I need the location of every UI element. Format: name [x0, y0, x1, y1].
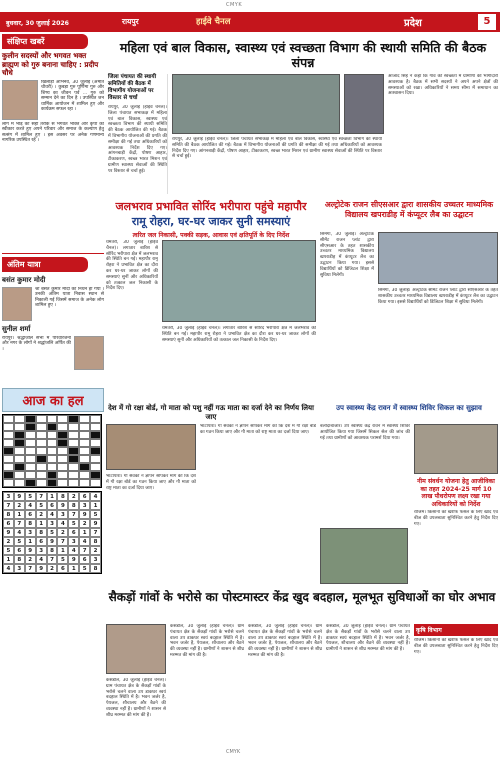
brief-news-body-continued: लोग में भीड़ को सही तरीके से भगवत भक्ति और कृपा को स्वीकार करते हुए अपने परिवार और समाज के कल्याण हेतु सत्संग में शामिल हुए । इस अवसर पर अनेक गणमान्य नागरिक उपस्थित रहे ।: [2, 121, 104, 144]
crossword-cell: [90, 479, 101, 487]
crossword-cell: [90, 455, 101, 463]
column-divider: [2, 253, 104, 254]
crossword-cell: [14, 471, 25, 479]
crossword-cell: [3, 439, 14, 447]
crossword-cell: [79, 431, 90, 439]
crossword-cell: [3, 471, 14, 479]
crossword-cell: [3, 431, 14, 439]
person-photo: [2, 80, 38, 120]
sudoku-cell: 2: [14, 501, 25, 510]
crossword-cell: [90, 415, 101, 423]
sudoku-cell: 4: [36, 555, 47, 564]
obituary-photo-second: [74, 336, 104, 370]
crossword-cell: [79, 415, 90, 423]
computer-lab-photo: [378, 232, 498, 284]
crossword-cell: [57, 471, 68, 479]
sudoku-cell: 8: [90, 537, 101, 546]
sudoku-cell: 3: [68, 537, 79, 546]
sudoku-cell: 7: [14, 519, 25, 528]
cmyk-mark: CMYK: [226, 2, 243, 8]
sudoku-cell: 3: [47, 519, 58, 528]
brief-news-title: कुलीन सदस्यों और भगवत भक्त ब्राह्मण को गुरु बनाना चाहिए : प्रदीप चौधे: [2, 51, 99, 77]
sudoku-cell: 5: [90, 510, 101, 519]
sudoku-cell: 8: [57, 492, 68, 501]
crossword-cell: [90, 423, 101, 431]
crossword-cell: [57, 431, 68, 439]
crossword-grid: [2, 414, 102, 488]
crossword-cell: [36, 431, 47, 439]
crossword-cell: [68, 463, 79, 471]
crossword-cell: [25, 471, 36, 479]
crossword-cell: [47, 479, 58, 487]
crossword-cell: [36, 439, 47, 447]
sudoku-cell: 3: [79, 501, 90, 510]
meeting-photo: [172, 74, 340, 134]
cow-board-headline: देश में गो रक्षा बोर्ड, गो माता को पशु नहीं गऊ माता का दर्जा देने का निर्णय लिया जाए: [108, 404, 314, 421]
health-camp-body: बलौदाबाजार। उप स्वास्थ्य केंद्र रावन में स्वास्थ्य शिविर आयोजित किया गया जिसमें सिकल सेल की जांच की गई तथा ग्रामीणों को आवश्यक परामर्श दिया गया।: [320, 424, 410, 441]
sudoku-cell: 3: [25, 528, 36, 537]
masthead: [0, 12, 500, 32]
sudoku-cell: 7: [57, 537, 68, 546]
health-camp-photo: [414, 424, 498, 474]
sudoku-cell: 6: [14, 546, 25, 555]
sudoku-cell: 8: [14, 555, 25, 564]
crossword-cell: [79, 455, 90, 463]
sudoku-cell: 6: [36, 537, 47, 546]
sudoku-cell: 6: [79, 492, 90, 501]
cow-board-body-continued: भाटापारा। गौ सेवकों ने ज्ञापन सौंपकर मांग की कि देश में गौ रक्षा बोर्ड का गठन किया जाए और गौ माता को राष्ट्र माता का दर्जा दिया जाए।: [106, 474, 196, 491]
sudoku-cell: 9: [68, 555, 79, 564]
sudoku-cell: 3: [3, 492, 14, 501]
sudoku-cell: 5: [3, 546, 14, 555]
crossword-cell: [3, 479, 14, 487]
sudoku-cell: 8: [3, 510, 14, 519]
crossword-cell: [3, 423, 14, 431]
crossword-cell: [36, 463, 47, 471]
crossword-cell: [36, 455, 47, 463]
sudoku-cell: 1: [90, 501, 101, 510]
crossword-cell: [47, 447, 58, 455]
sudoku-cell: 6: [68, 528, 79, 537]
crossword-cell: [14, 423, 25, 431]
sudoku-cell: 5: [79, 564, 90, 573]
official-photo: [344, 74, 384, 134]
cow-board-photo: [106, 424, 196, 470]
crossword-cell: [14, 439, 25, 447]
crossword-cell: [25, 463, 36, 471]
edition-city: रायपुर: [122, 17, 139, 26]
lead-headline: महिला एवं बाल विकास, स्वास्थ्य एवं स्वच्छता विभाग की स्थायी समिति की बैठक संपन्न: [119, 40, 487, 70]
sudoku-cell: 4: [90, 492, 101, 501]
agri-news-body: राजिम। किसानों को खरीफ फसल के लिए खाद एवं बीज की उपलब्धता सुनिश्चित करने हेतु निर्देश दिए गए।: [414, 638, 498, 655]
sudoku-cell: 3: [57, 510, 68, 519]
crossword-cell: [47, 431, 58, 439]
crossword-cell: [57, 455, 68, 463]
crossword-cell: [79, 471, 90, 479]
sudoku-cell: 6: [57, 564, 68, 573]
crossword-cell: [25, 479, 36, 487]
neem-plantation-headline: नीम संवर्धन योजना हेतु आजीविका का तहत 2024-25 मार्ग 10 लाख पौधरोपण लक्ष्य रखा गया अधिकारियों को निर्देश: [417, 478, 495, 508]
sudoku-cell: 6: [3, 519, 14, 528]
crossword-cell: [25, 439, 36, 447]
sudoku-cell: 9: [47, 537, 58, 546]
crossword-cell: [25, 415, 36, 423]
sudoku-grid: [2, 491, 102, 574]
sudoku-cell: 5: [25, 492, 36, 501]
obituary-name: बसंत कुमार मोदी: [2, 275, 46, 284]
section-title: प्रदेश: [404, 18, 422, 29]
obituary-body-second: रायपुर। श्रद्धांजलि सभा में परिवारजनों और नगर के लोगों ने श्रद्धांजलि अर्पित की ।: [2, 335, 71, 352]
issue-date: बुधवार, 30 जुलाई 2026: [6, 20, 69, 27]
crossword-cell: [14, 447, 25, 455]
crossword-cell: [68, 471, 79, 479]
lead-body-continued: रायपुर, 30 जुलाई (हाईवे चैनल)। जिला पंचायत सभाकक्ष में महिला एवं बाल विकास, स्वास्थ्य एवं स्वच्छता विभाग की स्थायी समिति की बैठक आयोजित की गई। बैठक में विभागीय योजनाओं की प्रगति की समीक्षा की गई तथा अधिकारियों को आवश्यक निर्देश दिए गए। आंगनबाड़ी केंद्रों, पोषण आहार, टीकाकरण, स्वच्छ भारत मिशन एवं ग्रामीण स्वास्थ्य सेवाओं की स्थिति पर विस्तार से चर्चा हुई।: [172, 137, 382, 160]
sudoku-cell: 2: [79, 519, 90, 528]
agri-news-heading: कृषि विभाग: [414, 624, 498, 636]
sudoku-cell: 4: [25, 501, 36, 510]
crossword-cell: [36, 471, 47, 479]
post-office-body: कसडोल, 30 जुलाई (हाईवे चैनल)। ग्राम पंचायत क्षेत्र के सैकड़ों गांवों के भरोसे चलने वाला उप डाकघर स्वयं बदहाल स्थिति में है। भवन जर्जर है, पेयजल, शौचालय और बैठने की व्यवस्था नहीं है। ग्रामीणों ने शासन से शीघ्र मरम्मत की मांग की है।: [106, 678, 166, 718]
crossword-cell: [3, 463, 14, 471]
sudoku-cell: 3: [14, 564, 25, 573]
brief-news-body: खिलाड़ी अभिनव, 30 जुलाई (अमीत चौधरी) । कुबड़ा गुरु पूर्णिमा गुरु और शिष्य का जीवन पर्व ... गुरु को सम्मान देने का दिन है । उपस्थित जन धार्मिक आयोजन में शामिल हुए और कार्यक्रम सफल रहा ।: [41, 79, 104, 113]
plantation-photo: [320, 528, 408, 584]
sudoku-cell: 2: [47, 564, 58, 573]
cow-board-body: भाटापारा। गौ सेवकों ने ज्ञापन सौंपकर मांग की कि देश में गौ रक्षा बोर्ड का गठन किया जाए और गौ माता को राष्ट्र माता का दर्जा दिया जाए।: [200, 424, 316, 435]
crossword-cell: [47, 471, 58, 479]
sudoku-cell: 2: [90, 546, 101, 555]
crossword-cell: [68, 439, 79, 447]
sudoku-cell: 7: [90, 528, 101, 537]
crossword-cell: [25, 431, 36, 439]
crossword-cell: [47, 463, 58, 471]
flood-photo: [162, 240, 316, 322]
sudoku-cell: 1: [79, 528, 90, 537]
sudoku-cell: 8: [90, 564, 101, 573]
crossword-cell: [25, 447, 36, 455]
sudoku-cell: 1: [14, 510, 25, 519]
crossword-cell: [47, 423, 58, 431]
post-office-body-col3: कसडोल, 30 जुलाई (हाईवे चैनल)। ग्राम पंचायत क्षेत्र के सैकड़ों गांवों के भरोसे चलने वाला उप डाकघर स्वयं बदहाल स्थिति में है। भवन जर्जर है, पेयजल, शौचालय और बैठने की व्यवस्था नहीं है। ग्रामीणों ने शासन से शीघ्र मरम्मत की मांग की है।: [248, 624, 322, 658]
sudoku-cell: 2: [57, 528, 68, 537]
sudoku-cell: 4: [14, 528, 25, 537]
sudoku-cell: 7: [79, 546, 90, 555]
sudoku-cell: 9: [90, 519, 101, 528]
sudoku-cell: 4: [3, 564, 14, 573]
sudoku-cell: 1: [47, 492, 58, 501]
obituary-heading: अंतिम यात्रा: [2, 257, 88, 272]
sudoku-cell: 3: [90, 555, 101, 564]
page-number: 5: [478, 14, 496, 30]
obituary-name-second: सुनील शर्मा: [2, 324, 31, 333]
sudoku-cell: 4: [57, 519, 68, 528]
crossword-cell: [90, 463, 101, 471]
sudoku-cell: 6: [25, 510, 36, 519]
sudoku-cell: 6: [79, 555, 90, 564]
computer-lab-body-continued: सिमगा, 30 जुलाई। अल्ट्राटेक सीमेंट राजन प्लांट द्वारा सीएसआर के तहत शासकीय उच्चतर माध्यमिक विद्यालय खपराडीह में कंप्यूटर लैब का उद्घाटन किया गया। इससे विद्यार्थियों को डिजिटल शिक्षा में सुविधा मिलेगी।: [378, 288, 498, 305]
crossword-cell: [57, 447, 68, 455]
crossword-cell: [57, 423, 68, 431]
crossword-cell: [3, 415, 14, 423]
sudoku-cell: 5: [47, 528, 58, 537]
obituary-body: श्री बसंत कुमार मोदी का निधन हो गया । उनकी अंतिम यात्रा निवास स्थान से निकाली गई जिसमें समाज के अनेक लोग शामिल हुए ।: [35, 286, 104, 309]
computer-lab-body: सिमगा, 30 जुलाई। अल्ट्राटेक सीमेंट राजन प्लांट द्वारा सीएसआर के तहत शासकीय उच्चतर माध्यमिक विद्यालय खपराडीह में कंप्यूटर लैब का उद्घाटन किया गया। इससे विद्यार्थियों को डिजिटल शिक्षा में सुविधा मिलेगी।: [320, 232, 374, 278]
crossword-cell: [68, 423, 79, 431]
crossword-cell: [3, 455, 14, 463]
sudoku-cell: 1: [25, 537, 36, 546]
crossword-cell: [36, 423, 47, 431]
crossword-cell: [79, 439, 90, 447]
post-office-headline: सैकड़ों गांवों के भरोसे का पोस्टमास्टर केंद्र खुद बदहाल, मूलभूत सुविधाओं का घोर अभाव: [108, 590, 496, 604]
sudoku-cell: 6: [47, 501, 58, 510]
lead-body: रायपुर, 30 जुलाई (हाईवे चैनल)। जिला पंचायत सभाकक्ष में महिला एवं बाल विकास, स्वास्थ्य एवं स्वच्छता विभाग की स्थायी समिति की बैठक आयोजित की गई। बैठक में विभागीय योजनाओं की प्रगति की समीक्षा की गई तथा अधिकारियों को आवश्यक निर्देश दिए गए। आंगनबाड़ी केंद्रों, पोषण आहार, टीकाकरण, स्वच्छ भारत मिशन एवं ग्रामीण स्वास्थ्य सेवाओं की स्थिति पर विस्तार से चर्चा हुई।: [108, 105, 167, 174]
crossword-cell: [68, 479, 79, 487]
flood-body: धमतरी, 30 जुलाई (हाईवे चैनल)। लगातार बारिश से सोरिंद भरीपारा क्षेत्र में जलभराव की स्थिति बन गई। महापौर रामू रोहरा ने प्रभावित क्षेत्र का दौरा कर घर-घर जाकर लोगों की समस्याएं सुनीं और अधिकारियों को तत्काल जल निकासी के निर्देश दिए।: [106, 240, 158, 292]
sudoku-cell: 1: [68, 564, 79, 573]
lead-summary: जिला पंचायत की स्थायी समितियों की बैठक में विभागीय योजनाओं पर विस्तार से चर्चा: [108, 74, 157, 101]
sudoku-cell: 1: [57, 546, 68, 555]
crossword-cell: [47, 415, 58, 423]
crossword-cell: [79, 447, 90, 455]
plantation-body: राजिम। किसानों को खरीफ फसल के लिए खाद एवं बीज की उपलब्धता सुनिश्चित करने हेतु निर्देश दिए गए।: [414, 510, 498, 527]
lead-side-text: आजाद सिंह ने कहा कि गांव की स्वच्छता में ग्रामीणों की भागीदारी आवश्यक है। बैठक में सभी सदस्यों ने अपने अपने क्षेत्रों की समस्याओं को रखा। अधिकारियों ने समय सीमा में समाधान का आश्वासन दिया।: [388, 74, 498, 97]
crossword-cell: [14, 431, 25, 439]
post-office-photo: [106, 624, 166, 674]
sudoku-cell: 7: [47, 555, 58, 564]
sudoku-cell: 2: [68, 492, 79, 501]
sudoku-cell: 7: [25, 564, 36, 573]
obituary-photo: [2, 287, 32, 321]
sudoku-cell: 8: [68, 501, 79, 510]
crossword-cell: [3, 447, 14, 455]
sudoku-cell: 8: [25, 519, 36, 528]
sudoku-cell: 8: [36, 528, 47, 537]
sudoku-cell: 4: [79, 537, 90, 546]
flood-subheadline: त्वरित जल निकासी, पक्की सड़क, आवास एवं क्षतिपूर्ति के दिए निर्देश: [132, 232, 290, 239]
sudoku-cell: 3: [36, 546, 47, 555]
crossword-cell: [68, 455, 79, 463]
crossword-cell: [14, 479, 25, 487]
crossword-cell: [36, 447, 47, 455]
sudoku-cell: 4: [47, 510, 58, 519]
sudoku-cell: 2: [25, 555, 36, 564]
flood-body-continued: धमतरी, 30 जुलाई (हाईवे चैनल)। लगातार बारिश से सोरिंद भरीपारा क्षेत्र में जलभराव की स्थिति बन गई। महापौर रामू रोहरा ने प्रभावित क्षेत्र का दौरा कर घर-घर जाकर लोगों की समस्याएं सुनीं और अधिकारियों को तत्काल जल निकासी के निर्देश दिए।: [162, 326, 316, 343]
crossword-cell: [68, 415, 79, 423]
sudoku-cell: 9: [25, 546, 36, 555]
crossword-cell: [25, 455, 36, 463]
crossword-cell: [79, 423, 90, 431]
left-column: [2, 34, 104, 754]
crossword-cell: [14, 463, 25, 471]
crossword-cell: [57, 415, 68, 423]
cmyk-mark-bottom: CMYK: [226, 749, 241, 755]
sudoku-cell: 9: [36, 564, 47, 573]
sudoku-cell: 5: [57, 555, 68, 564]
sudoku-cell: 5: [36, 501, 47, 510]
sudoku-cell: 7: [36, 492, 47, 501]
crossword-cell: [47, 439, 58, 447]
puzzle-heading: आज का हल: [2, 388, 104, 412]
sudoku-cell: 1: [3, 555, 14, 564]
brief-news-heading: संक्षिप्त खबरें: [2, 34, 88, 49]
flood-headline: जलभराव प्रभावित सोरिंद भरीपारा पहुंचे महापौर: [115, 200, 307, 213]
crossword-cell: [90, 471, 101, 479]
sudoku-cell: 1: [36, 519, 47, 528]
crossword-cell: [79, 479, 90, 487]
crossword-cell: [36, 479, 47, 487]
sudoku-cell: 9: [3, 528, 14, 537]
health-camp-headline: उप स्वास्थ्य केंद्र रावन में स्वास्थ्य शिविर सिकल का सुझाव: [336, 404, 482, 412]
crossword-cell: [47, 455, 58, 463]
sudoku-cell: 9: [57, 501, 68, 510]
crossword-cell: [90, 431, 101, 439]
post-office-body-col4: कसडोल, 30 जुलाई (हाईवे चैनल)। ग्राम पंचायत क्षेत्र के सैकड़ों गांवों के भरोसे चलने वाला उप डाकघर स्वयं बदहाल स्थिति में है। भवन जर्जर है, पेयजल, शौचालय और बैठने की व्यवस्था नहीं है। ग्रामीणों ने शासन से शीघ्र मरम्मत की मांग की है।: [326, 624, 410, 653]
crossword-cell: [79, 463, 90, 471]
crossword-cell: [14, 415, 25, 423]
top-strip: [0, 0, 500, 12]
sudoku-cell: 2: [36, 510, 47, 519]
sudoku-cell: 8: [47, 546, 58, 555]
crossword-cell: [57, 439, 68, 447]
sudoku-cell: 9: [14, 492, 25, 501]
crossword-cell: [90, 447, 101, 455]
crossword-cell: [14, 455, 25, 463]
crossword-cell: [90, 439, 101, 447]
sudoku-cell: 5: [14, 537, 25, 546]
crossword-cell: [68, 447, 79, 455]
sudoku-cell: 2: [3, 537, 14, 546]
sudoku-cell: 7: [68, 510, 79, 519]
sudoku-cell: 9: [79, 510, 90, 519]
post-office-body-col2: कसडोल, 30 जुलाई (हाईवे चैनल)। ग्राम पंचायत क्षेत्र के सैकड़ों गांवों के भरोसे चलने वाला उप डाकघर स्वयं बदहाल स्थिति में है। भवन जर्जर है, पेयजल, शौचालय और बैठने की व्यवस्था नहीं है। ग्रामीणों ने शासन से शीघ्र मरम्मत की मांग की है।: [170, 624, 244, 658]
mayor-headline: रामू रोहरा, घर-घर जाकर सुनी समस्याएं: [131, 215, 291, 228]
computer-lab-headline: अल्ट्रोटेक राजन सीएसआर द्वारा शासकीय उच्चतर माध्यमिक विद्यालय खपराडीह में कंप्यूटर लैब का उद्घाटन: [324, 200, 494, 219]
crossword-cell: [57, 463, 68, 471]
sudoku-cell: 5: [68, 519, 79, 528]
sudoku-cell: 7: [3, 501, 14, 510]
newspaper-brand: हाईवे चैनल: [196, 17, 231, 27]
crossword-cell: [36, 415, 47, 423]
crossword-cell: [25, 423, 36, 431]
crossword-cell: [68, 431, 79, 439]
crossword-cell: [57, 479, 68, 487]
sudoku-cell: 4: [68, 546, 79, 555]
